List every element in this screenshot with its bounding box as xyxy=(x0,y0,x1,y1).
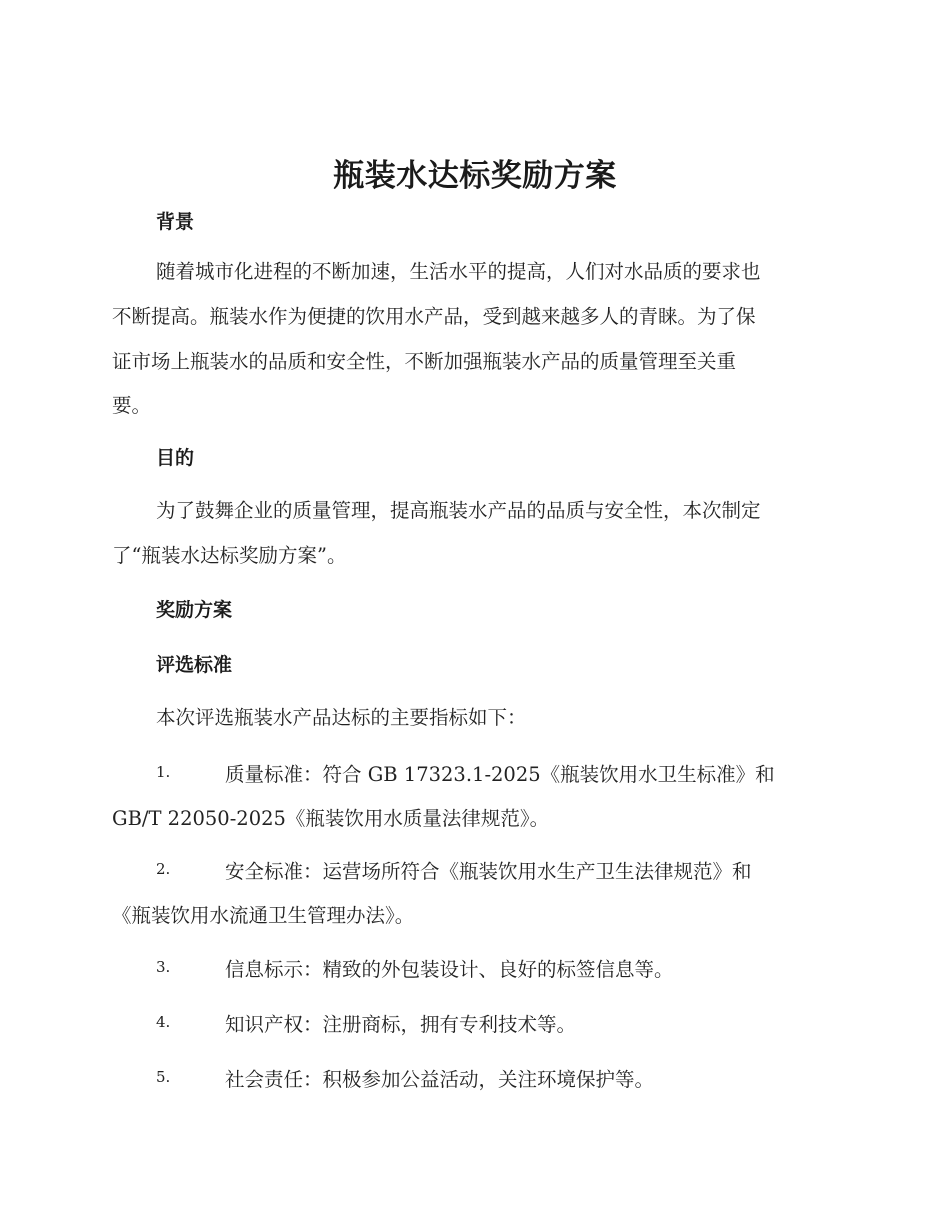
paragraph-background xyxy=(112,250,834,429)
paragraph-line: 不断提高。瓶装水作为便捷的饮用水产品，受到越来越多人的青睐。为了保 xyxy=(112,304,756,328)
paragraph-purpose xyxy=(112,489,834,579)
paragraph-line: 为了鼓舞企业的质量管理，提高瓶装水产品的品质与安全性，本次制定 xyxy=(156,499,761,522)
heading-criteria: 评选标准 xyxy=(156,654,233,676)
paragraph-line: 证市场上瓶装水的品质和安全性，不断加强瓶装水产品的质量管理至关重 xyxy=(112,349,737,373)
list-item-text: 社会责任：积极参加公益活动，关注环境保护等。 xyxy=(225,1068,655,1091)
paragraph-criteria-intro xyxy=(112,696,834,741)
list-item-text: 信息标示：精致的外包装设计、良好的标签信息等。 xyxy=(225,958,674,981)
heading-background: 背景 xyxy=(156,211,195,233)
paragraph-line: 要。 xyxy=(112,394,152,418)
paragraph-line: 随着城市化进程的不断加速，生活水平的提高，人们对水品质的要求也 xyxy=(156,260,761,283)
paragraph-line: 本次评选瓶装水产品达标的主要指标如下： xyxy=(156,706,527,729)
paragraph-line: 了“瓶装水达标奖励方案”。 xyxy=(112,543,347,567)
list-item-number: 4. xyxy=(156,1013,171,1031)
list-item-number: 5. xyxy=(156,1068,171,1086)
heading-reward-plan: 奖励方案 xyxy=(156,599,233,621)
list-item-number: 3. xyxy=(156,958,171,976)
list-item-text: 质量标准：符合 GB 17323.1-2025《瓶装饮用水卫生标准》和 xyxy=(225,763,775,786)
document-title: 瓶装水达标奖励方案 xyxy=(333,158,617,194)
list-item-number: 1. xyxy=(156,763,171,781)
list-item-text: 安全标准：运营场所符合《瓶装饮用水生产卫生法律规范》和 xyxy=(225,860,752,883)
heading-purpose: 目的 xyxy=(156,447,195,469)
list-item-number: 2. xyxy=(156,860,171,878)
list-item-text: 知识产权：注册商标，拥有专利技术等。 xyxy=(225,1013,577,1036)
list-item-continuation: GB/T 22050-2025《瓶装饮用水质量法律规范》。 xyxy=(112,807,550,830)
list-item-continuation: 《瓶装饮用水流通卫生管理办法》。 xyxy=(112,904,415,927)
